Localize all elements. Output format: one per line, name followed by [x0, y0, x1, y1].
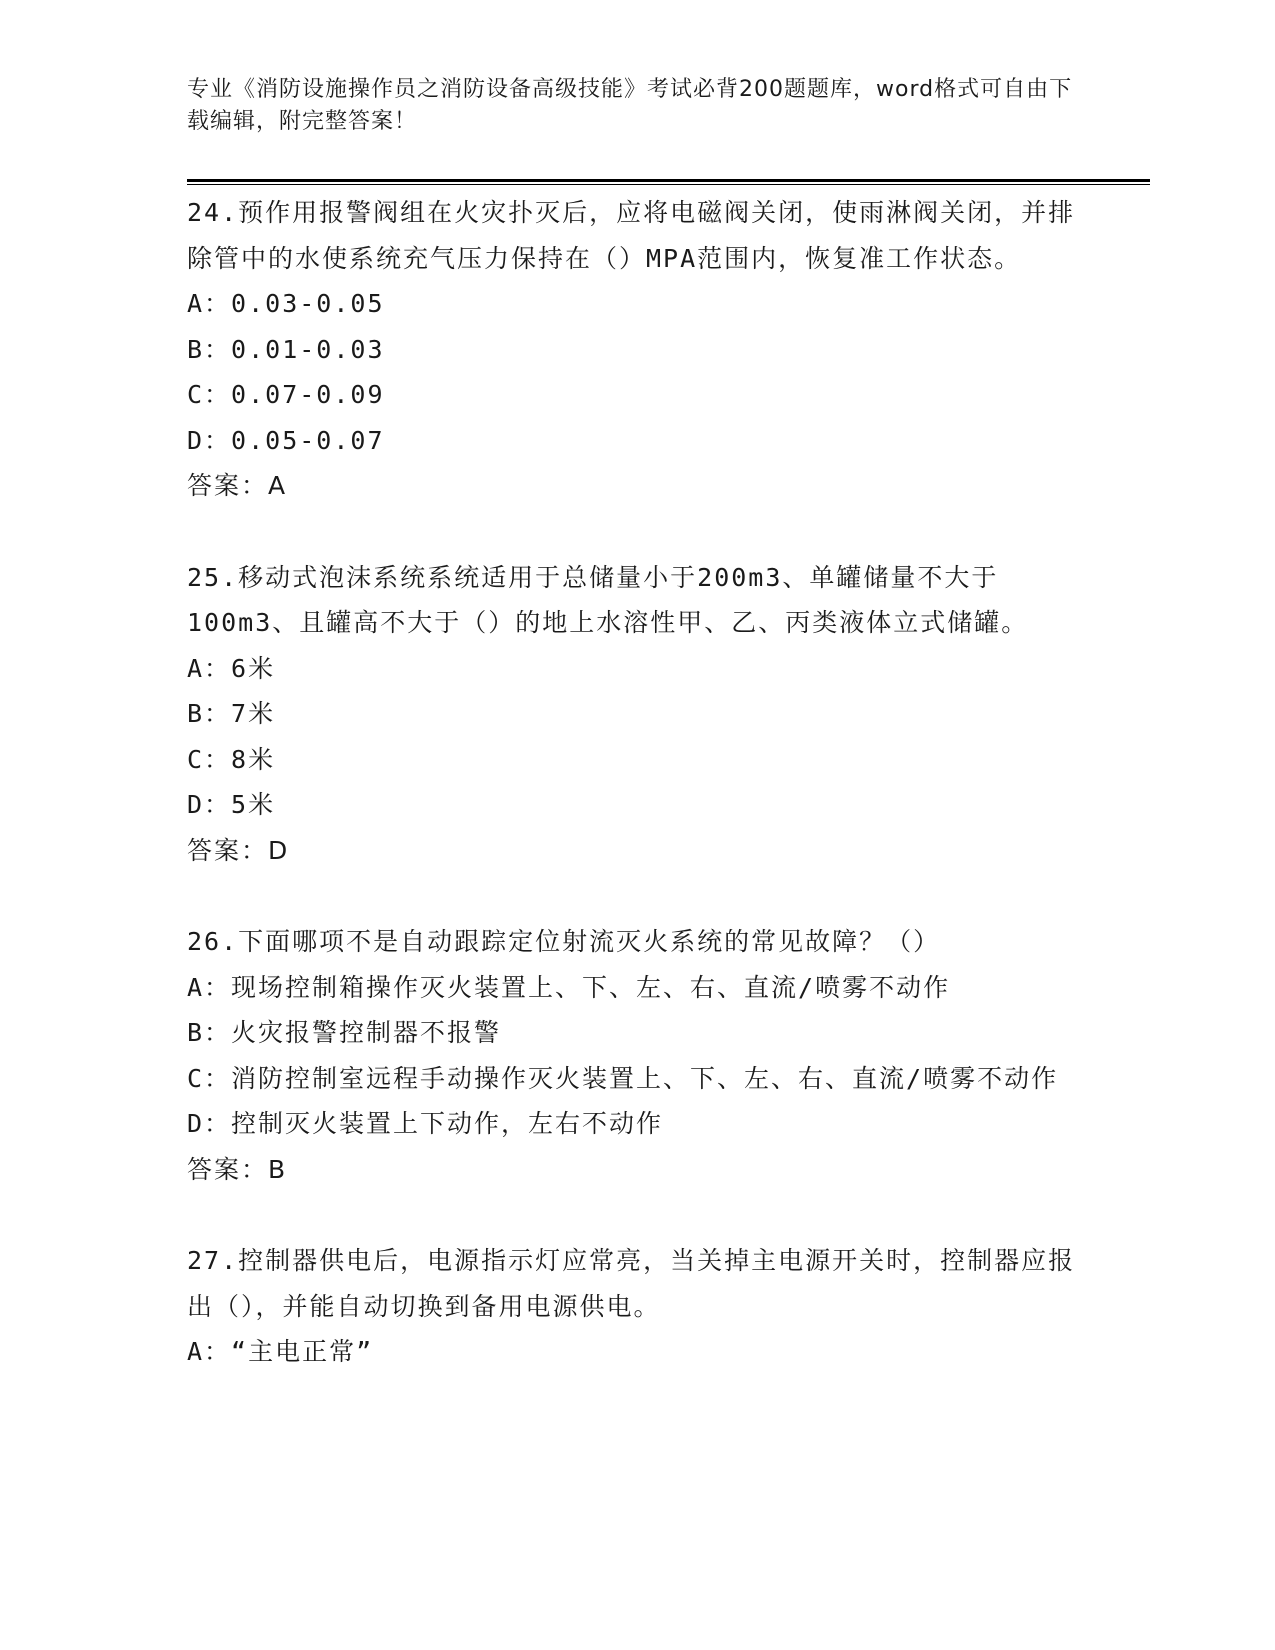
document-header: 专业《消防设施操作员之消防设备高级技能》考试必背200题题库，word格式可自由下载编辑，附完整答案！ [187, 77, 1073, 134]
option-d: D：0.05-0.07 [187, 425, 385, 455]
question-list [187, 190, 1087, 1421]
option-b: B：0.01-0.03 [187, 334, 385, 364]
question-stem: 25.移动式泡沫系统系统适用于总储量小于200m3、单罐储量不大于100m3、且罐高不大于（）的地上水溶性甲、乙、丙类液体立式储罐。 [187, 562, 1029, 637]
question-26 [187, 919, 1087, 1192]
header-divider-thin [187, 184, 1150, 185]
option-c: C：消防控制室远程手动操作灭火装置上、下、左、右、直流/喷雾不动作 [187, 1063, 1059, 1093]
option-c: C：0.07-0.09 [187, 380, 385, 409]
question-stem: 24.预作用报警阀组在火灾扑灭后，应将电磁阀关闭，使雨淋阀关闭，并排除管中的水使系统充气压力保持在（）MPA范围内，恢复准工作状态。 [187, 198, 1076, 273]
option-a: A：“主电正常” [187, 1337, 374, 1366]
option-b: B：火灾报警控制器不报警 [187, 1018, 502, 1047]
option-b: B：7米 [187, 699, 276, 728]
question-24 [187, 190, 1087, 509]
question-27 [187, 1238, 1087, 1375]
question-stem: 27.控制器供电后，电源指示灯应常亮，当关掉主电源开关时，控制器应报出（），并能自动切换到备用电源供电。 [187, 1246, 1076, 1321]
option-a: A：现场控制箱操作灭火装置上、下、左、右、直流/喷雾不动作 [187, 972, 951, 1002]
option-d: D：控制灭火装置上下动作，左右不动作 [187, 1109, 664, 1138]
option-c: C：8米 [187, 744, 276, 774]
option-d: D：5米 [187, 790, 276, 819]
question-stem: 26.下面哪项不是自动跟踪定位射流灭火系统的常见故障？（） [187, 927, 941, 956]
answer: 答案：B [187, 1154, 288, 1184]
answer: 答案：D [187, 835, 290, 865]
header-divider-thick [187, 179, 1150, 182]
option-a: A：0.03-0.05 [187, 289, 385, 318]
answer: 答案：A [187, 471, 288, 500]
option-a: A：6米 [187, 653, 276, 683]
question-25 [187, 555, 1087, 874]
